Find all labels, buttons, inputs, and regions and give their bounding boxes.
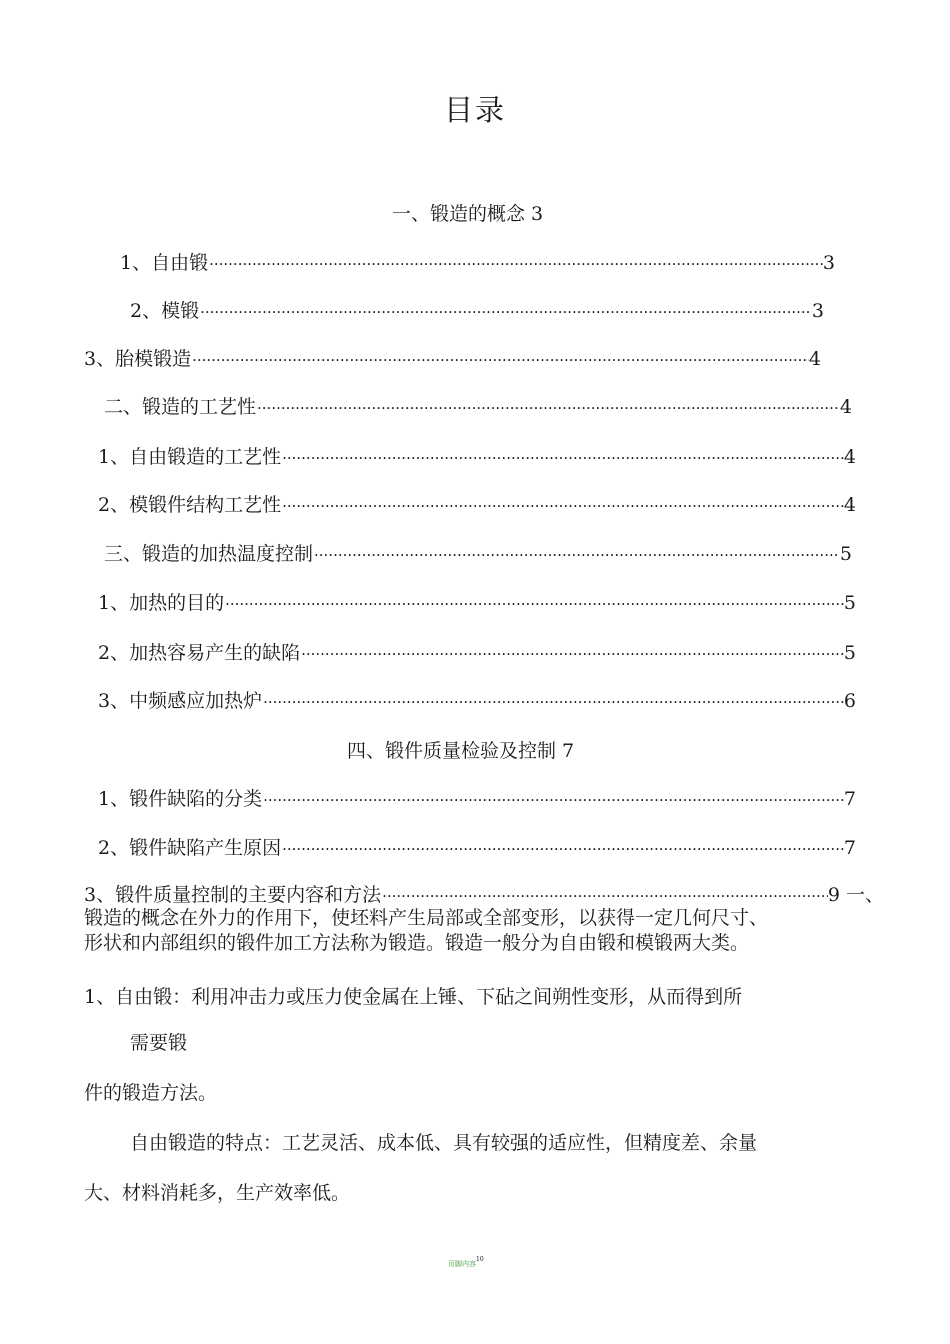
toc-item-label: 1、自由锻造的工艺性 xyxy=(98,446,282,468)
body-line: 1、自由锻：利用冲击力或压力使金属在上锤、下砧之间朔性变形，从而得到所 xyxy=(84,986,743,1008)
toc-item[interactable] xyxy=(130,297,824,326)
toc-item-label: 三、锻造的加热温度控制 xyxy=(104,543,314,565)
toc-item-page: 3 xyxy=(822,252,835,274)
toc-item-page: 7 xyxy=(843,837,856,859)
toc-leader xyxy=(262,786,844,814)
toc-item-page: 7 xyxy=(843,788,856,810)
toc-leader xyxy=(313,541,840,569)
toc-item[interactable] xyxy=(98,639,856,668)
toc-leader xyxy=(281,835,844,863)
body-line: 锻造的概念在外力的作用下，使坯料产生局部或全部变形，以获得一定几何尺寸、 xyxy=(84,907,769,929)
page-footer xyxy=(448,1256,484,1269)
toc-leader xyxy=(208,250,823,278)
toc-item-label: 1、锻件缺陷的分类 xyxy=(98,788,263,810)
toc-item-label: 2、锻件缺陷产生原因 xyxy=(98,837,282,859)
footer-text: 页脚内容 xyxy=(448,1260,476,1268)
toc-item-label: 3、锻件质量控制的主要内容和方法 xyxy=(84,884,382,906)
toc-leader xyxy=(256,394,840,422)
toc-item[interactable] xyxy=(98,785,856,814)
toc-item-page: 6 xyxy=(843,690,856,712)
toc-section-4: 四、锻件质量检验及控制 7 xyxy=(347,740,575,762)
body-line: 需要锻 xyxy=(130,1032,188,1054)
toc-item[interactable] xyxy=(98,589,856,618)
toc-item-label: 3、胎模锻造 xyxy=(84,348,192,370)
toc-item-page: 4 xyxy=(843,494,856,516)
toc-leader xyxy=(281,444,844,472)
body-line: 自由锻造的特点：工艺灵活、成本低、具有较强的适应性，但精度差、余量 xyxy=(130,1132,758,1154)
toc-item-page: 4 xyxy=(843,446,856,468)
toc-item-page: 5 xyxy=(843,592,856,614)
toc-leader xyxy=(300,640,844,668)
toc-leader xyxy=(224,590,844,618)
body-line: 大、材料消耗多，生产效率低。 xyxy=(84,1182,351,1204)
toc-item-label: 2、模锻件结构工艺性 xyxy=(98,494,282,516)
toc-section-3[interactable] xyxy=(104,540,852,569)
body-line: 件的锻造方法。 xyxy=(84,1082,218,1104)
toc-section-1: 一、锻造的概念 3 xyxy=(392,203,544,225)
toc-item[interactable] xyxy=(98,834,856,863)
body-line: 形状和内部组织的锻件加工方法称为锻造。锻造一般分为自由锻和模锻两大类。 xyxy=(84,932,750,954)
toc-leader xyxy=(281,492,844,520)
toc-item[interactable] xyxy=(98,687,856,716)
toc-item-label: 2、模锻 xyxy=(130,300,200,322)
page-title: 目录 xyxy=(443,93,506,127)
toc-item[interactable] xyxy=(98,491,856,520)
toc-leader xyxy=(199,298,812,326)
toc-item-page: 9 一、 xyxy=(827,884,884,906)
toc-item[interactable] xyxy=(98,443,856,472)
toc-item-page: 3 xyxy=(811,300,824,322)
toc-item-page: 4 xyxy=(839,396,852,418)
toc-item-label: 2、加热容易产生的缺陷 xyxy=(98,642,301,664)
toc-section-2[interactable] xyxy=(104,393,852,422)
page-number: 10 xyxy=(476,1256,484,1263)
toc-leader xyxy=(262,688,844,716)
toc-item-page: 5 xyxy=(839,543,852,565)
toc-item-label: 二、锻造的工艺性 xyxy=(104,396,257,418)
toc-item-label: 3、中频感应加热炉 xyxy=(98,690,263,712)
toc-leader xyxy=(191,346,809,374)
toc-item-label: 1、自由锻 xyxy=(120,252,209,274)
toc-item[interactable] xyxy=(84,345,821,374)
toc-item-page: 4 xyxy=(808,348,821,370)
toc-item-page: 5 xyxy=(843,642,856,664)
toc-item[interactable] xyxy=(120,249,835,278)
toc-item-label: 1、加热的目的 xyxy=(98,592,225,614)
